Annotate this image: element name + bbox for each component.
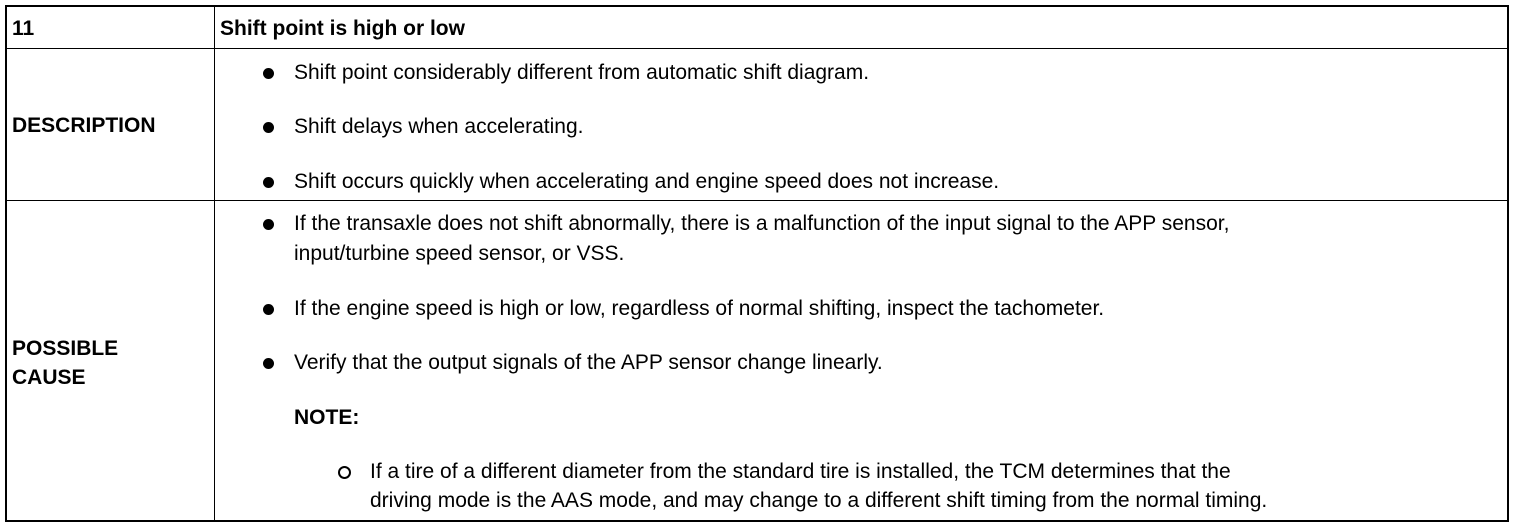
column-divider bbox=[214, 7, 215, 520]
bullet-icon bbox=[263, 177, 274, 188]
description-item: Shift point considerably different from automatic shift diagram. bbox=[294, 61, 870, 84]
cause-item-line: If the transaxle does not shift abnormally, there is a malfunction of the input signal to the APP sensor, bbox=[294, 212, 1230, 235]
row-divider-description bbox=[7, 200, 1507, 201]
bullet-icon bbox=[263, 219, 274, 230]
possible-cause-label-line1: POSSIBLE bbox=[12, 337, 119, 360]
row-divider-header bbox=[7, 48, 1507, 49]
note-item-line: If a tire of a different diameter from the standard tire is installed, the TCM determines that the bbox=[370, 460, 1231, 483]
possible-cause-label-line2: CAUSE bbox=[12, 366, 86, 389]
item-number: 11 bbox=[12, 17, 35, 40]
hollow-bullet-icon bbox=[338, 466, 351, 479]
item-title: Shift point is high or low bbox=[220, 17, 465, 40]
note-label: NOTE: bbox=[294, 406, 360, 429]
cause-item-line: input/turbine speed sensor, or VSS. bbox=[294, 242, 625, 265]
bullet-icon bbox=[263, 122, 274, 133]
bullet-icon bbox=[263, 68, 274, 79]
cause-item-line: If the engine speed is high or low, regardless of normal shifting, inspect the tachometer. bbox=[294, 297, 1105, 320]
troubleshooting-table bbox=[5, 5, 1509, 522]
description-item: Shift occurs quickly when accelerating and engine speed does not increase. bbox=[294, 170, 1000, 193]
bullet-icon bbox=[263, 304, 274, 315]
description-label: DESCRIPTION bbox=[12, 114, 156, 137]
bullet-icon bbox=[263, 358, 274, 369]
cause-item-line: Verify that the output signals of the APP sensor change linearly. bbox=[294, 351, 883, 374]
note-item-line: driving mode is the AAS mode, and may change to a different shift timing from the normal timing. bbox=[370, 489, 1268, 512]
description-item: Shift delays when accelerating. bbox=[294, 115, 584, 138]
